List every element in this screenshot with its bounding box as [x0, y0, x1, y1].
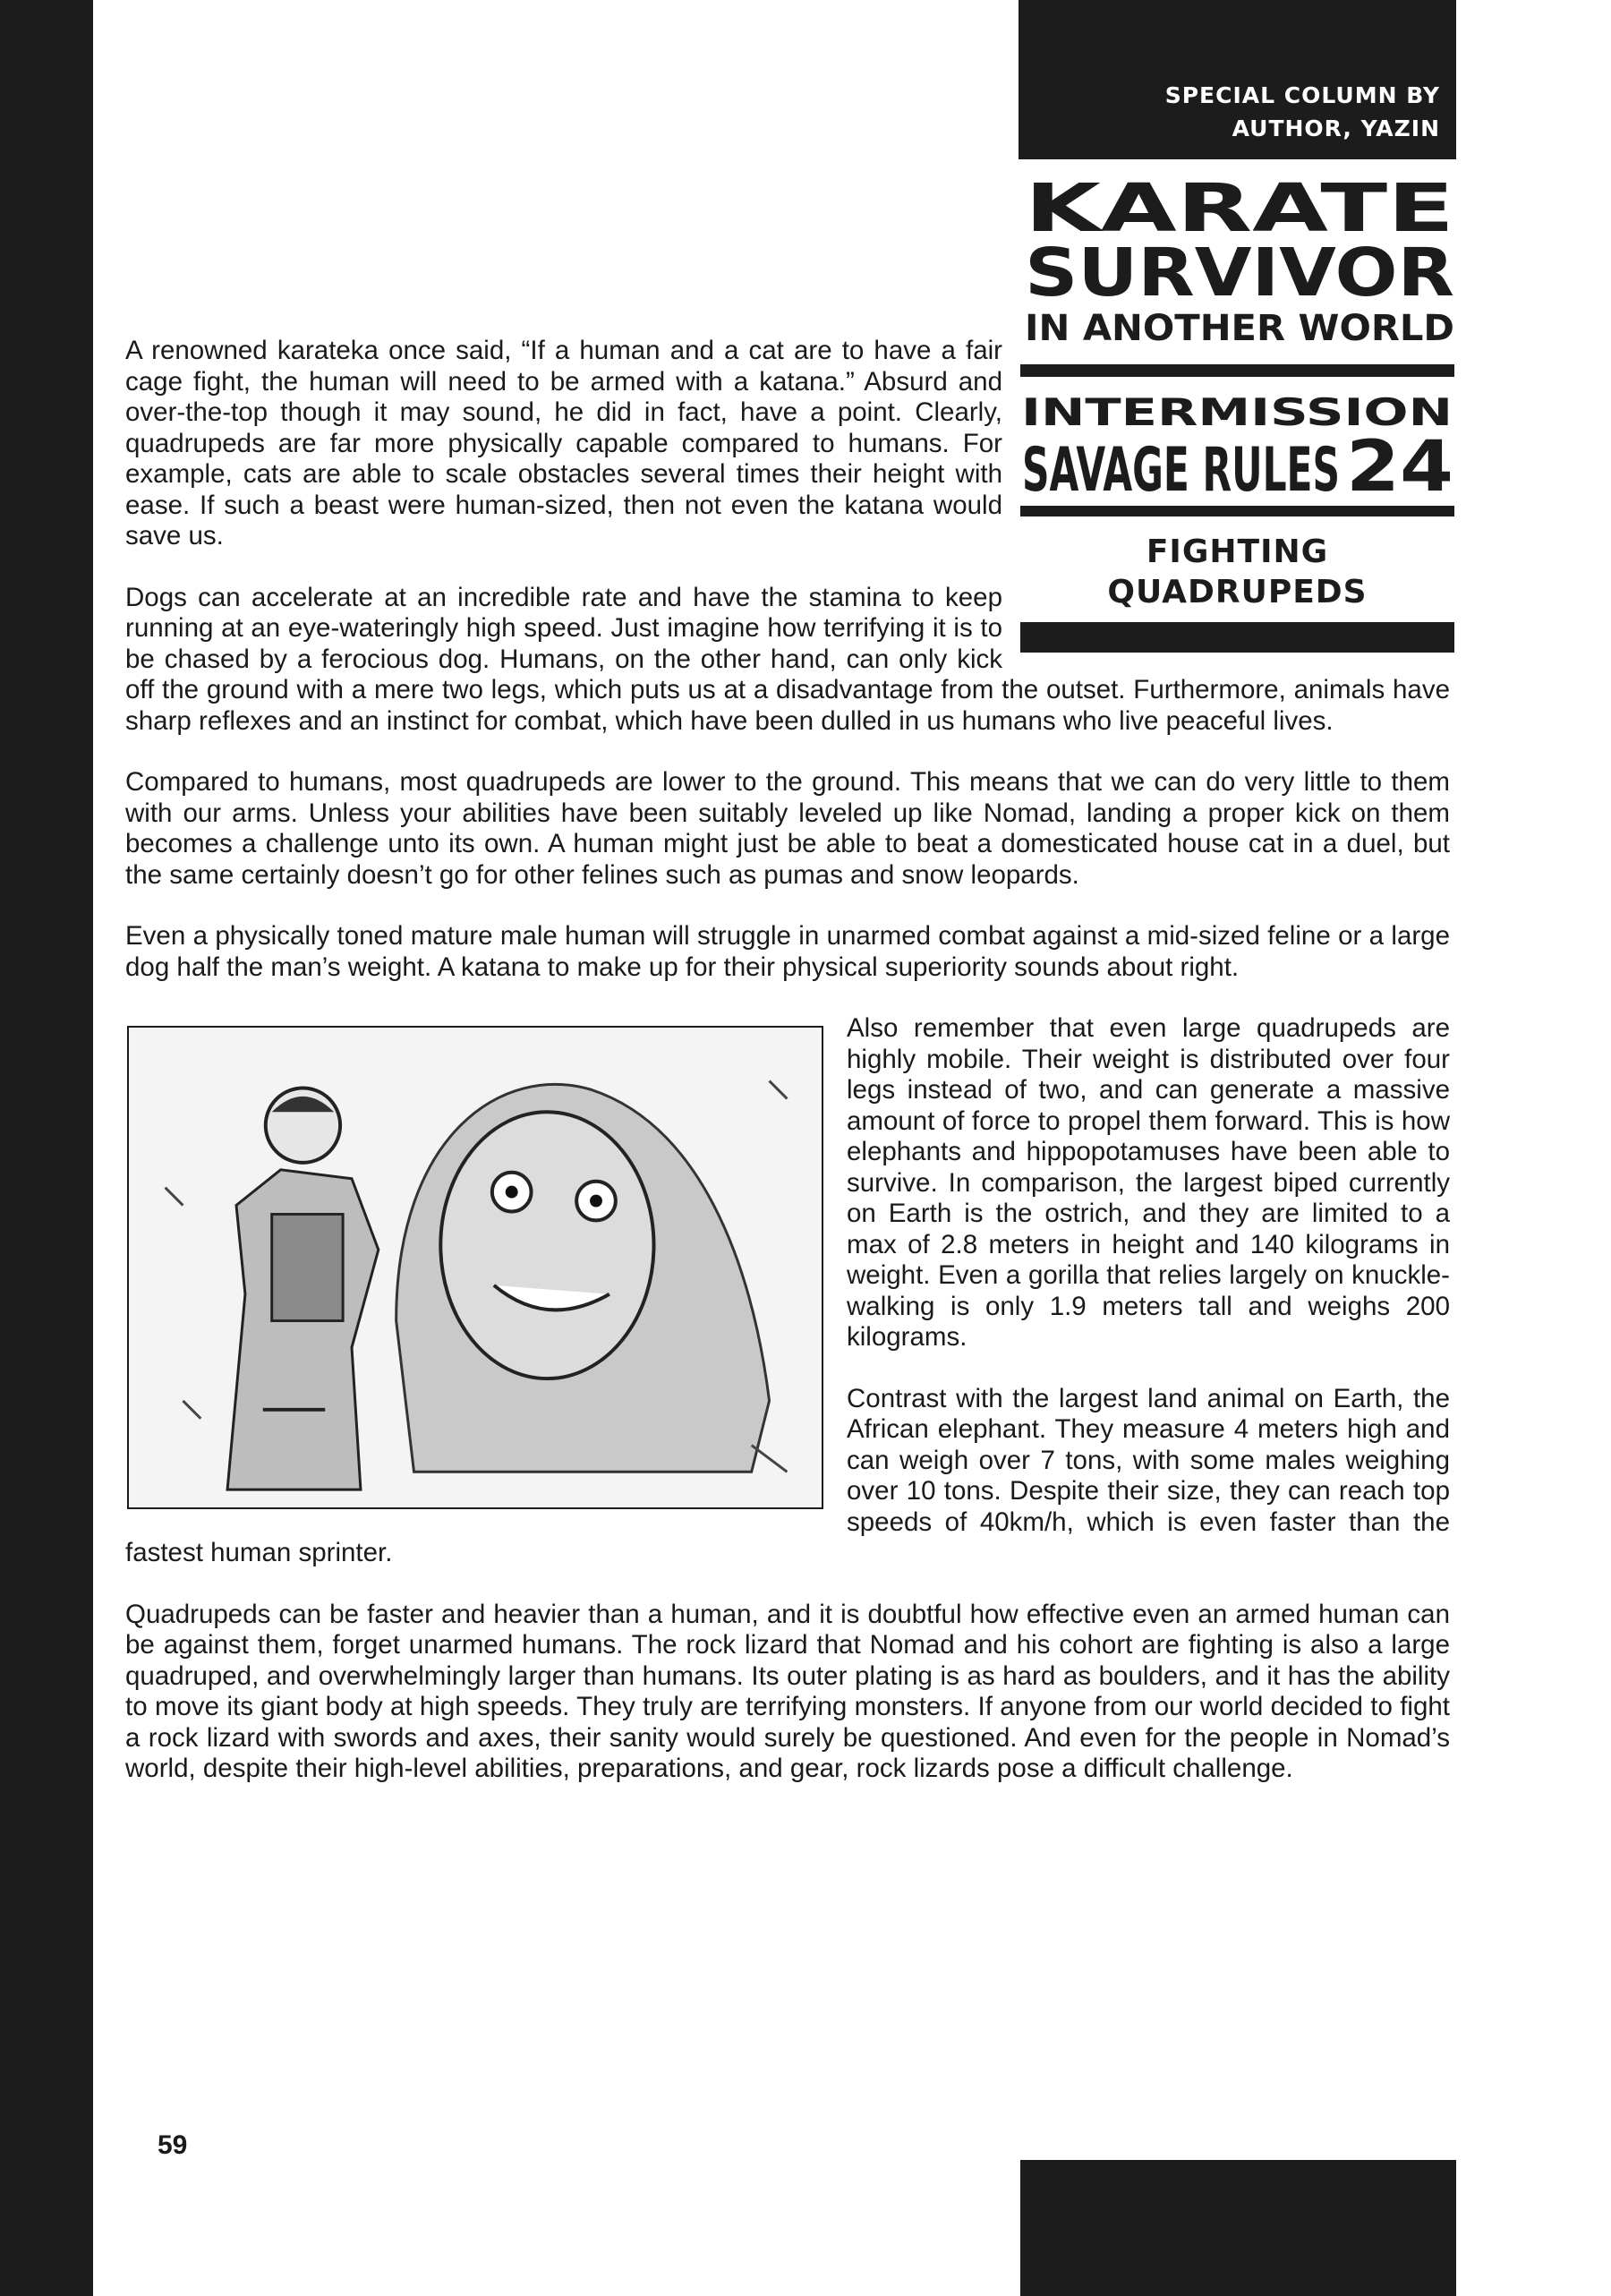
byline-line-2: AUTHOR, YAZIN [1232, 115, 1440, 141]
paragraph-5: Also remember that even large quadrupeds are highly mobile. Their weight is distributed over four legs instead of two, and can generate a massive amount of force to propel them forward. This is how elephants and hippopotamuses have been able to survive. In comparison, the largest biped currently on Earth is the ostrich, and they are limited to a max of 2.8 meters in height and 140 kilograms in weight. Even a gorilla that relies largely on knuckle-walking is only 1.9 meters tall and weighs 200 kilograms. [847, 1013, 1450, 1352]
intermission-text: INTERMISSION [1021, 391, 1453, 431]
page-number: 59 [158, 2130, 188, 2160]
paragraph-1: A renowned karateka once said, “If a human and a cat are to have a fair cage fight, the human will need to be armed with a katana.” Absurd and over-the-top though it may sound, he did in fact, have a point. Clearly, quadrupeds are far more physically capable compared to humans. For example, cats are able to scale obstacles several times their height with ease. If such a beast were human-sized, then not even the katana would save us. [125, 336, 1002, 551]
paragraph-7: Quadrupeds can be faster and heavier than a human, and it is doubtful how effective even an armed human can be against them, forget unarmed humans. The rock lizard that Nomad and his cohort are fighting is also a large quadruped, and overwhelmingly larger than humans. Its outer plating is as hard as boulders, and it has the ability to move its giant body at high speeds. They truly are terrifying monsters. If anyone from our world decided to fight a rock lizard with swords and axes, their sanity would surely be questioned. And even for the people in Nomad’s world, despite their high-level abilities, preparations, and gear, rock lizards pose a difficult challenge. [125, 1599, 1450, 1783]
paragraph-6: Contrast with the largest land animal on Earth, the African elephant. They measure 4 meters high and can weigh over 7 tons, with some males weighing over 10 tons. Despite their size, they can reach top speeds of 40km/h, which is even faster than the fastest human sprinter. [125, 1383, 1450, 1567]
footer-box [1020, 2160, 1456, 2296]
column-byline [1165, 79, 1440, 145]
left-page-strip [0, 0, 93, 2296]
paragraph-2: Dogs can accelerate at an incredible rate and have the stamina to keep running at an eye-wateringly high speed. Just imagine how terrifying it is to be chased by a ferocious dog. Humans, on the other hand, can only kick off the ground with a mere two legs, which puts us at a disadvantage from the outset. Furthermore, animals have sharp reflexes and an instinct for combat, which have been dulled in us humans who live peaceful lives. [125, 582, 1450, 736]
subtitle-line-2: QUADRUPEDS [1107, 574, 1368, 610]
manga-illustration [127, 1026, 823, 1509]
paragraph-4: Even a physically toned mature male human will struggle in unarmed combat against a mid-sized feline or a large dog half the man’s weight. A katana to make up for their physical superiority sounds about right. [125, 921, 1450, 982]
series-logo [1020, 172, 1459, 349]
sidebar-spacer [1002, 336, 1450, 651]
subtitle-line-1: FIGHTING [1146, 533, 1329, 570]
logo-line-1: KARATE [1025, 172, 1454, 247]
paragraph-3: Compared to humans, most quadrupeds are lower to the ground. This means that we can do very little to them with our arms. Unless your abilities have been suitably leveled up like Nomad, landing a proper kick on them becomes a challenge unto its own. A human might just be able to beat a domesticated house cat in a duel, but the same certainly doesn’t go for other felines such as pumas and snow leopards. [125, 767, 1450, 890]
article-body [125, 336, 1450, 1815]
chapter-number: 24 [1346, 431, 1453, 496]
savage-rules-text: SAVAGE RULES [1022, 435, 1340, 496]
logo-line-2: SURVIVOR [1025, 235, 1454, 312]
byline-line-1: SPECIAL COLUMN BY [1164, 82, 1440, 108]
logo-line-3: IN ANOTHER WORLD [1025, 308, 1454, 349]
